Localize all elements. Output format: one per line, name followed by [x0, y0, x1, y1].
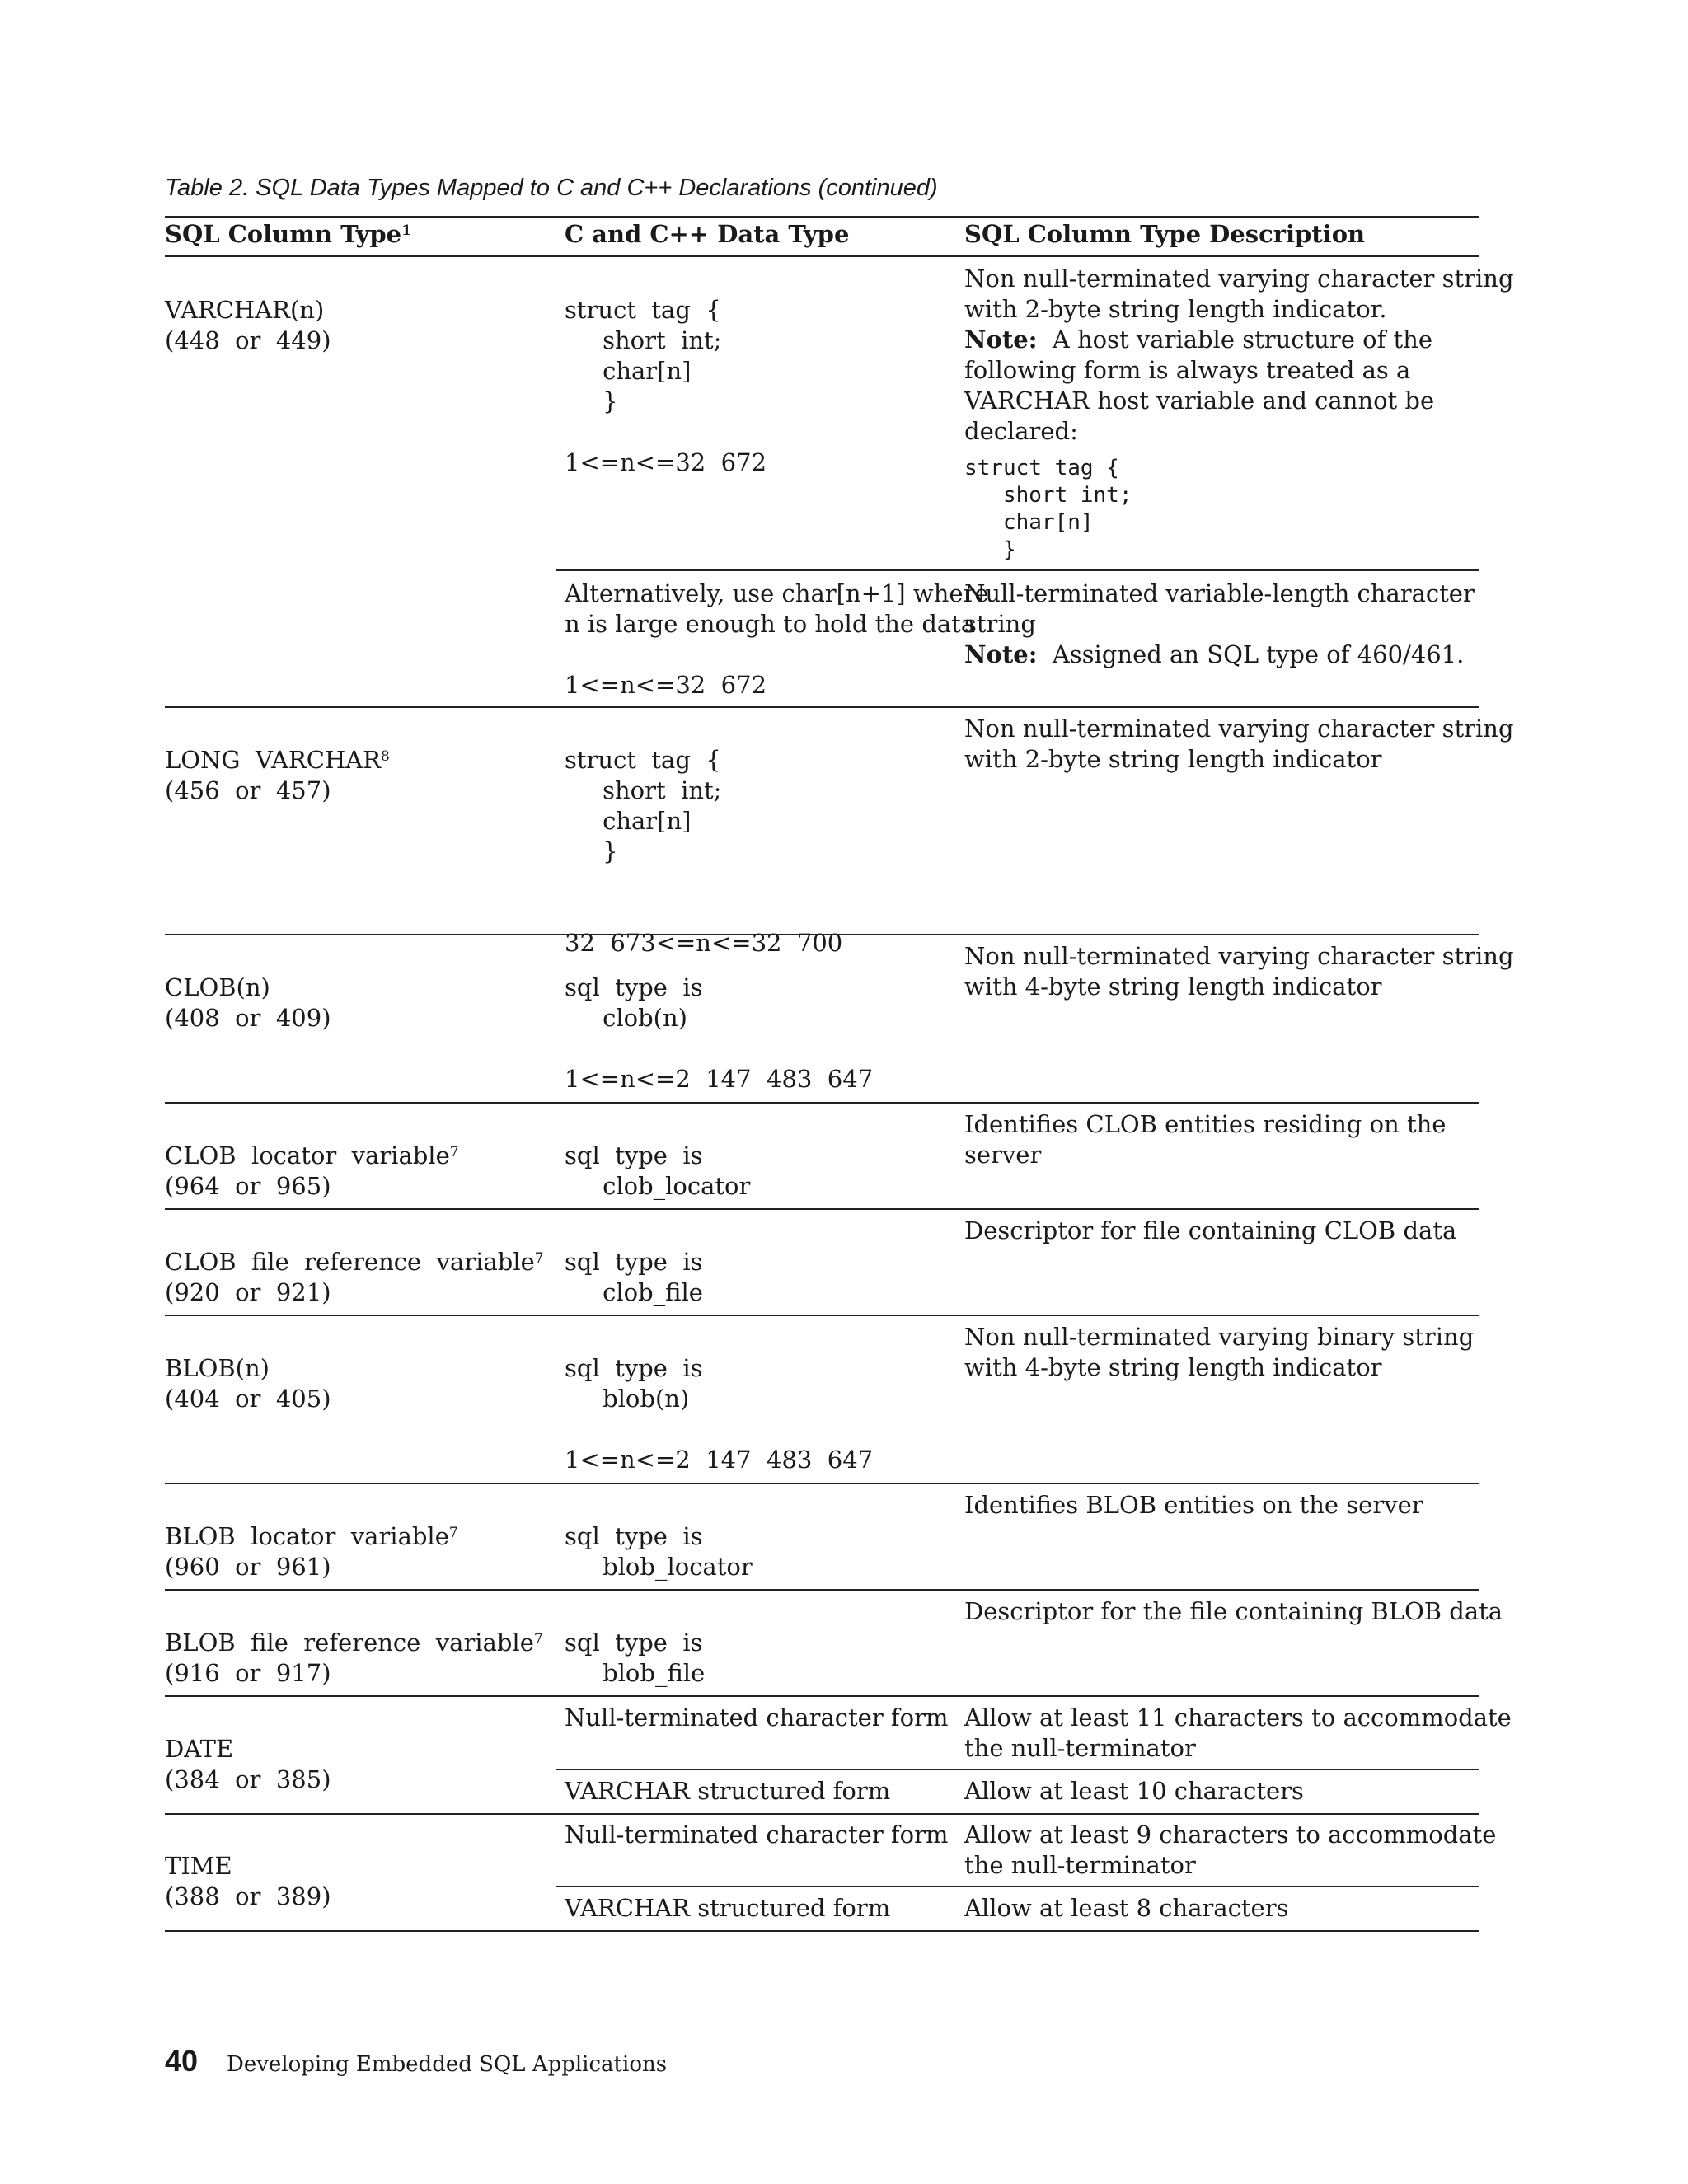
row-divider: [165, 1813, 1479, 1815]
c-type-blob-locator: sql type is blob_locator: [565, 1522, 753, 1581]
description-date-varchar: Allow at least 10 characters: [964, 1777, 1304, 1805]
table-caption: Table 2. SQL Data Types Mapped to C and C++ Declarations (continued): [165, 175, 938, 201]
note-label: Note:: [964, 326, 1038, 354]
sql-type-name: TIME: [165, 1852, 232, 1880]
sql-type-codes: (920 or 921): [165, 1278, 331, 1306]
note-text: A host variable structure of the following form is always treated as a VARCHAR host variable and cannot be declared:: [964, 326, 1435, 445]
description-blob: Non null-terminated varying binary string with 4-byte string length indicator: [964, 1323, 1475, 1381]
table-bottom-rule: [165, 1930, 1479, 1932]
row-divider: [165, 1315, 1479, 1316]
sql-type-blob-file: [165, 1628, 543, 1689]
row-divider: [556, 1769, 1479, 1770]
sql-type-codes: (448 or 449): [165, 326, 331, 354]
sql-type-date: [165, 1734, 331, 1795]
column-header-description: SQL Column Type Description: [964, 220, 1366, 248]
sql-type-name: LONG VARCHAR: [165, 746, 382, 774]
sql-type-clob-file: [165, 1247, 544, 1308]
footnote-ref: 1: [401, 223, 411, 239]
column-header-sql-type: [165, 219, 411, 250]
footnote-ref: 7: [533, 1631, 543, 1647]
c-type-blob: sql type is blob(n) 1<=n<=2 147 483 647: [565, 1354, 874, 1474]
book-title: Developing Embedded SQL Applications: [227, 2052, 668, 2077]
description-clob-locator: Identifies CLOB entities residing on the server: [964, 1110, 1447, 1169]
description-text: Null-terminated variable-length character string: [964, 579, 1475, 638]
row-divider: [165, 706, 1479, 708]
sql-type-name: CLOB(n): [165, 973, 270, 1001]
sql-type-varchar: [165, 295, 331, 356]
row-divider: [165, 1102, 1479, 1104]
sql-type-codes: (388 or 389): [165, 1882, 331, 1910]
description-blob-locator: Identifies BLOB entities on the server: [964, 1491, 1423, 1519]
sql-type-codes: (960 or 961): [165, 1553, 331, 1581]
sql-type-blob: [165, 1353, 331, 1414]
c-type-time-null-terminated: Null-terminated character form: [565, 1821, 949, 1849]
column-header-sql-type-label: SQL Column Type: [165, 220, 402, 248]
note-text: Assigned an SQL type of 460/461.: [1037, 640, 1465, 668]
c-type-date-varchar: VARCHAR structured form: [565, 1777, 891, 1805]
note-label: Note:: [964, 640, 1038, 668]
sql-type-blob-locator: [165, 1521, 458, 1582]
sql-type-name: CLOB locator variable: [165, 1141, 450, 1169]
c-type-varchar-struct: struct tag { short int; char[n] } 1<=n<=32 672: [565, 296, 767, 476]
description-text: Non null-terminated varying character string with 2-byte string length indicator.: [964, 265, 1514, 323]
footnote-ref: 7: [448, 1525, 458, 1541]
row-divider: [165, 1589, 1479, 1591]
sql-type-name: DATE: [165, 1735, 234, 1763]
row-divider: [556, 569, 1479, 571]
code-sample-varchar: struct tag { short int; char[n] }: [964, 456, 1132, 562]
sql-type-codes: (408 or 409): [165, 1004, 331, 1032]
table-top-rule: [165, 216, 1479, 218]
sql-type-codes: (404 or 405): [165, 1385, 331, 1413]
description-clob: Non null-terminated varying character string with 4-byte string length indicator: [964, 942, 1514, 1001]
sql-type-clob: [165, 972, 331, 1033]
description-clob-file: Descriptor for file containing CLOB data: [964, 1216, 1457, 1244]
sql-type-codes: (964 or 965): [165, 1172, 331, 1200]
description-time-varchar: Allow at least 8 characters: [964, 1894, 1289, 1922]
sql-type-name: BLOB locator variable: [165, 1522, 449, 1550]
sql-type-codes: (384 or 385): [165, 1765, 331, 1793]
description-blob-file: Descriptor for the file containing BLOB data: [964, 1597, 1503, 1625]
sql-type-clob-locator: [165, 1141, 459, 1202]
description-date-null-terminated: Allow at least 11 characters to accommodate the null-terminator: [964, 1704, 1512, 1762]
c-type-clob: sql type is clob(n) 1<=n<=2 147 483 647: [565, 973, 874, 1093]
description-time-null-terminated: Allow at least 9 characters to accommodate the null-terminator: [964, 1821, 1497, 1879]
c-type-clob-locator: sql type is clob_locator: [565, 1141, 751, 1200]
footnote-ref: 8: [381, 748, 390, 765]
footnote-ref: 7: [449, 1144, 459, 1160]
row-divider: [165, 1695, 1479, 1697]
description-varchar-null-terminated: [964, 579, 1475, 670]
c-type-long-varchar: struct tag { short int; char[n] } 32 673<=n<=32 700: [565, 746, 843, 957]
c-type-blob-file: sql type is blob_file: [565, 1629, 706, 1687]
column-header-c-type: C and C++ Data Type: [565, 220, 850, 248]
sql-type-time: [165, 1851, 331, 1912]
sql-type-name: VARCHAR(n): [165, 296, 325, 324]
row-divider: [165, 1483, 1479, 1484]
sql-type-codes: (916 or 917): [165, 1659, 331, 1687]
header-bottom-rule: [165, 255, 1479, 257]
c-type-time-varchar: VARCHAR structured form: [565, 1894, 891, 1922]
row-divider: [165, 1208, 1479, 1210]
footnote-ref: 7: [534, 1250, 544, 1267]
c-type-varchar-char-array: Alternatively, use char[n+1] where n is large enough to hold the data 1<=n<=32 672: [565, 579, 989, 699]
sql-type-long-varchar: [165, 745, 390, 806]
sql-type-name: CLOB file reference variable: [165, 1248, 535, 1276]
row-divider: [556, 1886, 1479, 1887]
c-type-date-null-terminated: Null-terminated character form: [565, 1704, 949, 1732]
description-varchar: [964, 264, 1514, 447]
sql-type-name: BLOB(n): [165, 1354, 270, 1382]
sql-type-codes: (456 or 457): [165, 776, 331, 804]
description-long-varchar: Non null-terminated varying character string with 2-byte string length indicator: [964, 715, 1514, 773]
sql-type-name: BLOB file reference variable: [165, 1629, 534, 1657]
c-type-clob-file: sql type is clob_file: [565, 1248, 703, 1306]
page-number: 40: [165, 2044, 199, 2078]
